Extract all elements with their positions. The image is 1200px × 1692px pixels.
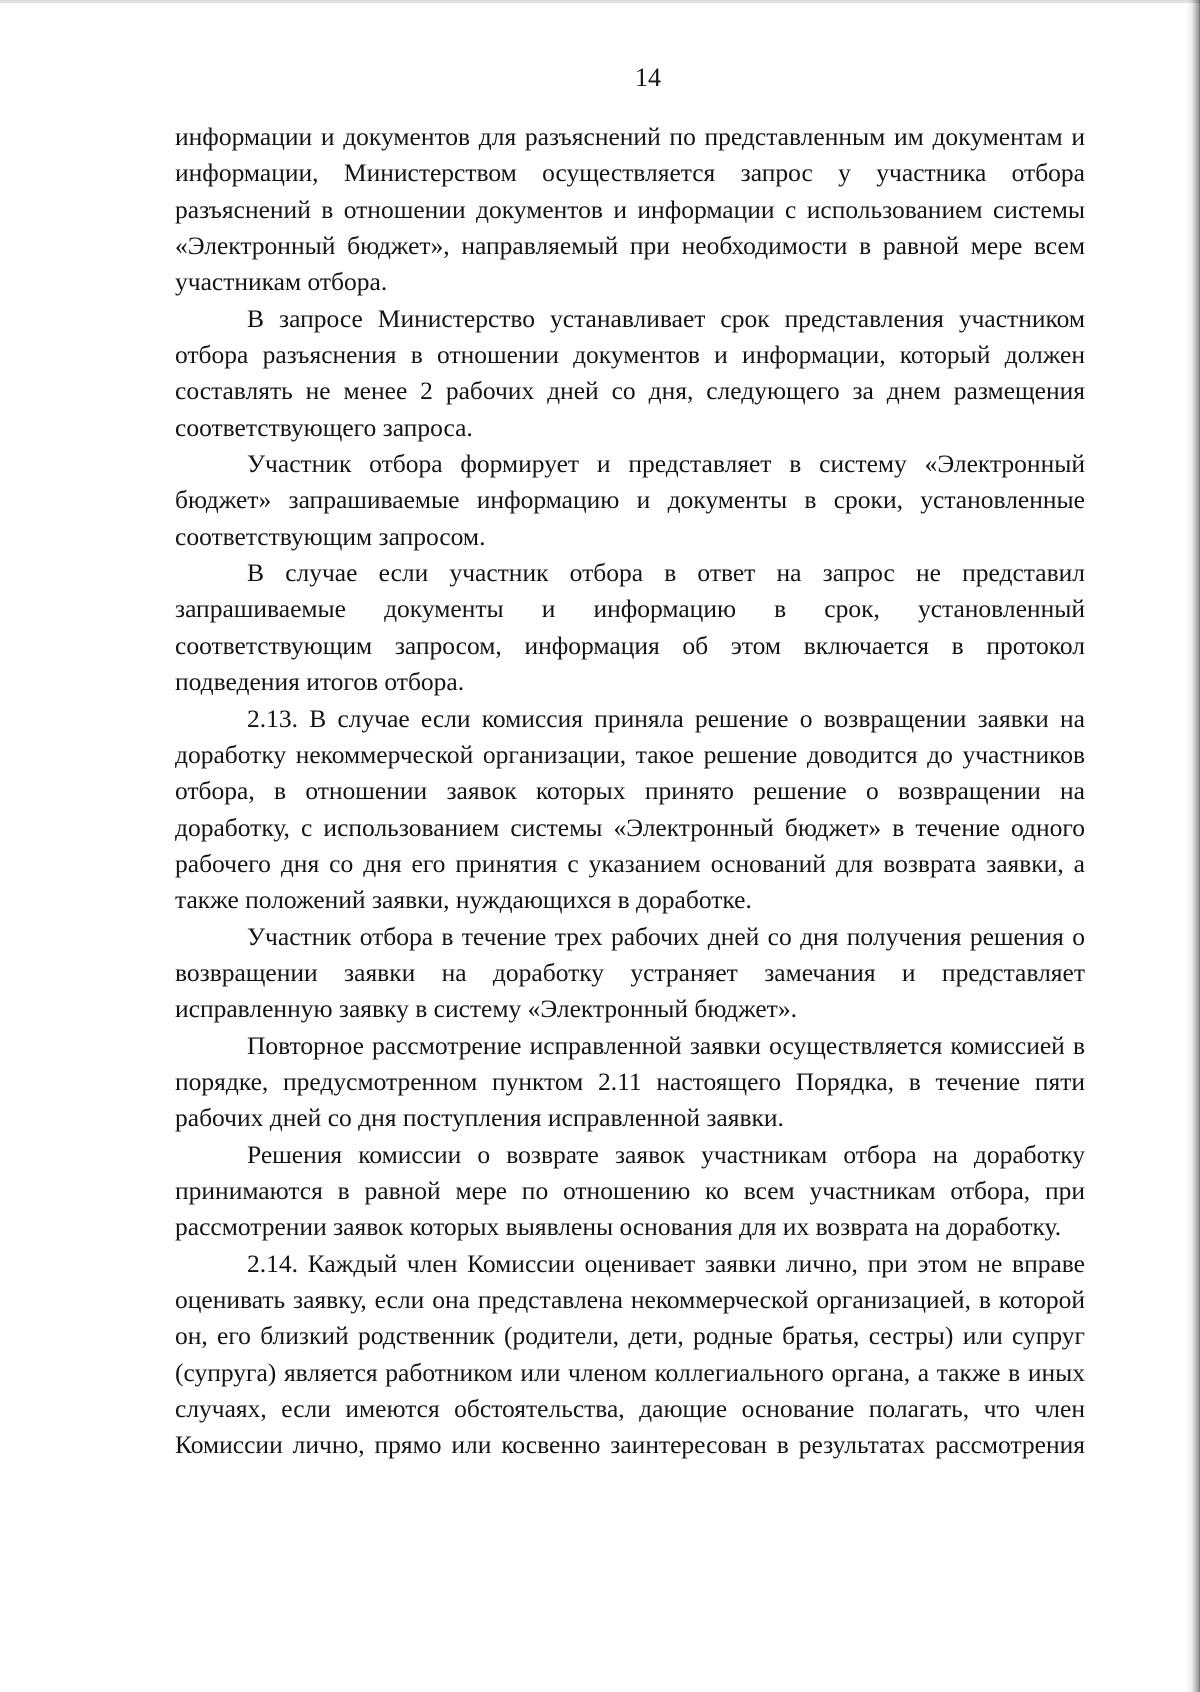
paragraph-continuation: информации и документов для разъяснений по представленным им документам и информации, Министерством осуществляется запрос у участника отбора разъяснений в отношении документов и информации с использованием системы «Электронный бюджет», направляемый при необходимости в равной мере всем участникам отбора.	[175, 122, 1085, 297]
scan-top-edge	[0, 0, 1200, 3]
paragraph-return-decisions: Решения комиссии о возврате заявок участникам отбора на доработку принимаются в равной мере по отношению ко всем участникам отбора, при рассмотрении заявок которых выявлены основания для их возврата на доработку.	[175, 1139, 1085, 1242]
page-number: 14	[635, 63, 661, 92]
paragraph-participant-submits: Участник отбора формирует и представляет в систему «Электронный бюджет» запрашиваемые информацию и документы в сроки, установленные соответствующим запросом.	[175, 449, 1085, 551]
paragraph-no-response: В случае если участник отбора в ответ на запрос не представил запрашиваемые документы и информацию в срок, установленный соответствующим запросом, информация об этом включается в протокол подведения итогов отбора.	[175, 558, 1085, 697]
scan-right-edge	[1186, 0, 1200, 1692]
paragraph-fix-remarks: Участник отбора в течение трех рабочих дней со дня получения решения о возвращении заявки на доработку устраняет замечания и представляет исправленную заявку в систему «Электронный бюджет».	[175, 921, 1085, 1024]
paragraph-request-deadline: В запросе Министерство устанавливает срок представления участником отбора разъяснения в отношении документов и информации, который должен составлять не менее 2 рабочих дней со дня, следующего за днем размещения соответствующего запроса.	[175, 303, 1085, 442]
paragraph-section-2-13: 2.13. В случае если комиссия приняла решение о возвращении заявки на доработку некоммерческой организации, такое решение доводится до участников отбора, в отношении заявок которых принято решение о возвращении на доработку, с использованием системы «Электронный бюджет» в течение одного рабочего дня со дня его принятия с указанием оснований для возврата заявки, а также положений заявки, нуждающихся в доработке.	[175, 703, 1085, 915]
document-body	[175, 119, 1085, 1464]
paragraph-repeat-review: Повторное рассмотрение исправленной заявки осуществляется комиссией в порядке, предусмотренном пунктом 2.11 настоящего Порядка, в течение пяти рабочих дней со дня поступления исправленной заявки.	[175, 1030, 1085, 1133]
paragraph-section-2-14: 2.14. Каждый член Комиссии оценивает заявки лично, при этом не вправе оценивать заявку, если она представлена некоммерческой организацией, в которой он, его близкий родственник (родители, дети, родные братья, сестры) или супруг (супруга) является работником или членом коллегиального органа, а также в иных случаях, если имеются обстоятельства, дающие основание полагать, что член Комиссии лично, прямо или косвенно заинтересован в результатах рассмотрения	[175, 1248, 1085, 1460]
